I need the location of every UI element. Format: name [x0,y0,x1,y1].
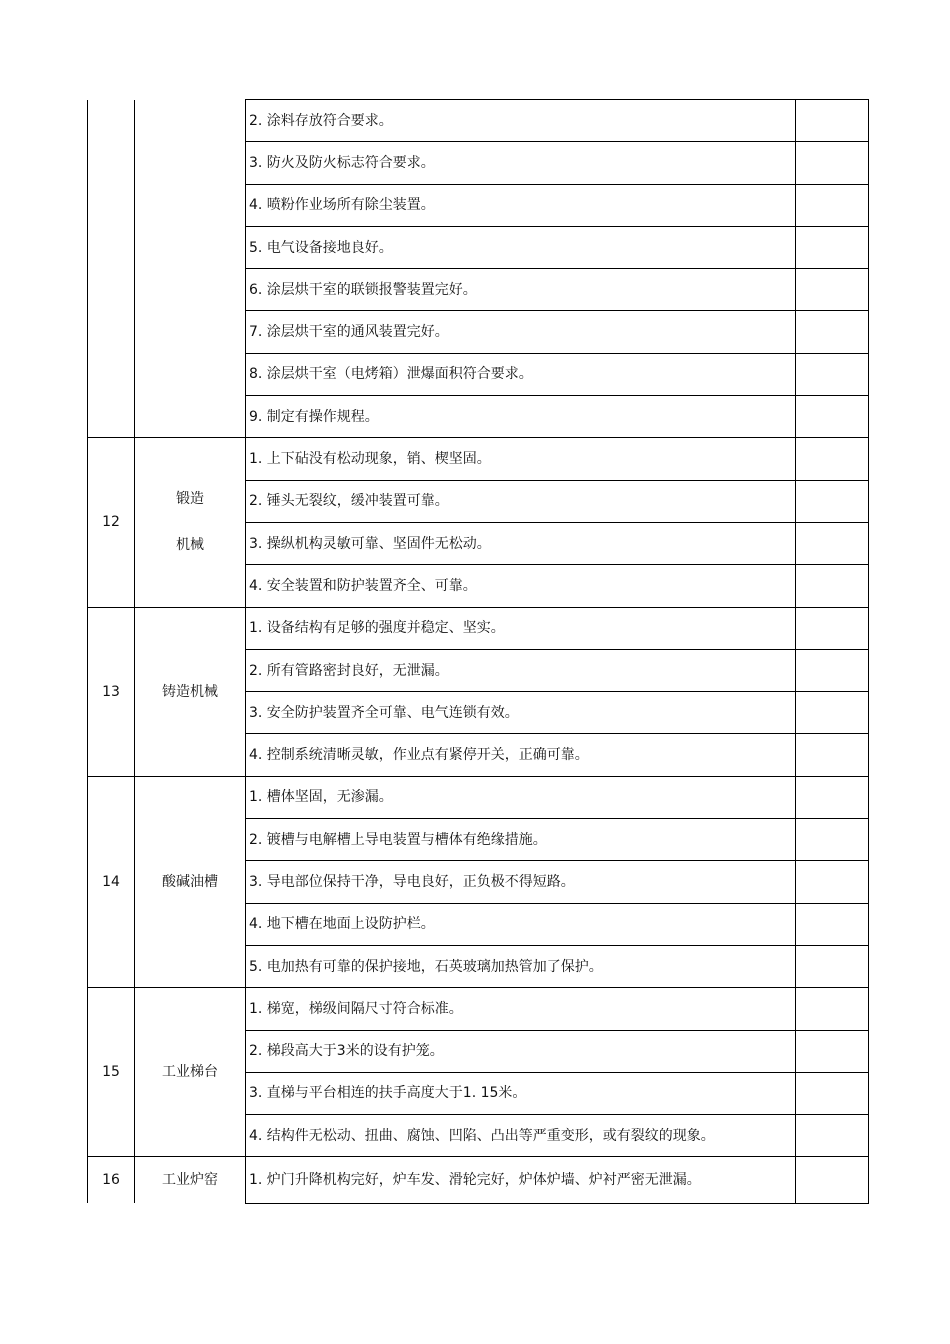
check-item-cell: 4. 地下槽在地面上设防护栏。 [246,903,796,945]
check-item-cell: 4. 控制系统清晰灵敏，作业点有紧停开关，正确可靠。 [246,734,796,776]
result-cell[interactable] [796,776,869,818]
check-item-cell: 5. 电加热有可靠的保护接地，石英玻璃加热管加了保护。 [246,945,796,987]
item-number-cell: 14 [88,776,135,987]
category-name-cell [135,607,246,776]
check-item-cell: 3. 防火及防火标志符合要求。 [246,142,796,184]
category-name-cell [135,988,246,1157]
check-item-cell: 4. 安全装置和防护装置齐全、可靠。 [246,565,796,607]
category-name-line: 铸造机械 [162,683,218,700]
result-cell[interactable] [796,607,869,649]
check-item-cell: 8. 涂层烘干室（电烤箱）泄爆面积符合要求。 [246,353,796,395]
inspection-table [87,99,869,1204]
check-item-cell: 2. 梯段高大于3米的设有护笼。 [246,1030,796,1072]
item-number-cell [88,100,135,438]
result-cell[interactable] [796,480,869,522]
category-name-line: 锻造 [176,491,204,508]
result-cell[interactable] [796,1030,869,1072]
check-item-cell: 3. 操纵机构灵敏可靠、坚固件无松动。 [246,522,796,564]
check-item-cell: 7. 涂层烘干室的通风装置完好。 [246,311,796,353]
check-item-cell: 3. 导电部位保持干净，导电良好，正负极不得短路。 [246,861,796,903]
category-name-line: 酸碱油槽 [162,873,218,890]
category-name-line: 工业炉窑 [162,1172,218,1189]
result-cell[interactable] [796,353,869,395]
result-cell[interactable] [796,945,869,987]
category-name-cell [135,100,246,438]
category-name-line: 机械 [176,537,204,554]
result-cell[interactable] [796,142,869,184]
check-item-cell: 1. 梯宽，梯级间隔尺寸符合标准。 [246,988,796,1030]
result-cell[interactable] [796,184,869,226]
result-cell[interactable] [796,1157,869,1204]
check-item-cell: 2. 所有管路密封良好，无泄漏。 [246,649,796,691]
result-cell[interactable] [796,522,869,564]
result-cell[interactable] [796,692,869,734]
result-cell[interactable] [796,438,869,480]
category-name-cell [135,776,246,987]
table-row [88,776,869,818]
check-item-cell: 2. 镀槽与电解槽上导电装置与槽体有绝缘措施。 [246,819,796,861]
check-item-cell: 4. 结构件无松动、扭曲、腐蚀、凹陷、凸出等严重变形，或有裂纹的现象。 [246,1115,796,1157]
check-item-cell: 5. 电气设备接地良好。 [246,226,796,268]
check-item-cell: 3. 安全防护装置齐全可靠、电气连锁有效。 [246,692,796,734]
result-cell[interactable] [796,861,869,903]
check-item-cell: 1. 设备结构有足够的强度并稳定、坚实。 [246,607,796,649]
item-number-cell: 16 [88,1157,135,1204]
check-item-cell: 1. 上下砧没有松动现象，销、楔坚固。 [246,438,796,480]
check-item-cell: 2. 涂料存放符合要求。 [246,100,796,142]
check-item-cell: 9. 制定有操作规程。 [246,396,796,438]
result-cell[interactable] [796,269,869,311]
result-cell[interactable] [796,226,869,268]
result-cell[interactable] [796,100,869,142]
table-row [88,1157,869,1204]
category-name-line: 工业梯台 [162,1064,218,1081]
check-item-cell: 6. 涂层烘干室的联锁报警装置完好。 [246,269,796,311]
result-cell[interactable] [796,734,869,776]
check-item-cell: 4. 喷粉作业场所有除尘装置。 [246,184,796,226]
inspection-table-body [88,100,869,1204]
result-cell[interactable] [796,311,869,353]
table-row [88,438,869,480]
table-row [88,607,869,649]
item-number-cell: 13 [88,607,135,776]
category-name-cell [135,438,246,607]
check-item-cell: 1. 炉门升降机构完好，炉车发、滑轮完好，炉体炉墙、炉衬严密无泄漏。 [246,1157,796,1204]
check-item-cell: 3. 直梯与平台相连的扶手高度大于1. 15米。 [246,1072,796,1114]
category-name-cell [135,1157,246,1204]
item-number-cell: 12 [88,438,135,607]
check-item-cell: 2. 锤头无裂纹，缓冲装置可靠。 [246,480,796,522]
result-cell[interactable] [796,1115,869,1157]
check-item-cell: 1. 槽体坚固，无渗漏。 [246,776,796,818]
result-cell[interactable] [796,819,869,861]
table-row [88,100,869,142]
result-cell[interactable] [796,565,869,607]
result-cell[interactable] [796,1072,869,1114]
result-cell[interactable] [796,396,869,438]
result-cell[interactable] [796,903,869,945]
inspection-table-container [87,99,863,1204]
table-row [88,988,869,1030]
result-cell[interactable] [796,988,869,1030]
result-cell[interactable] [796,649,869,691]
item-number-cell: 15 [88,988,135,1157]
